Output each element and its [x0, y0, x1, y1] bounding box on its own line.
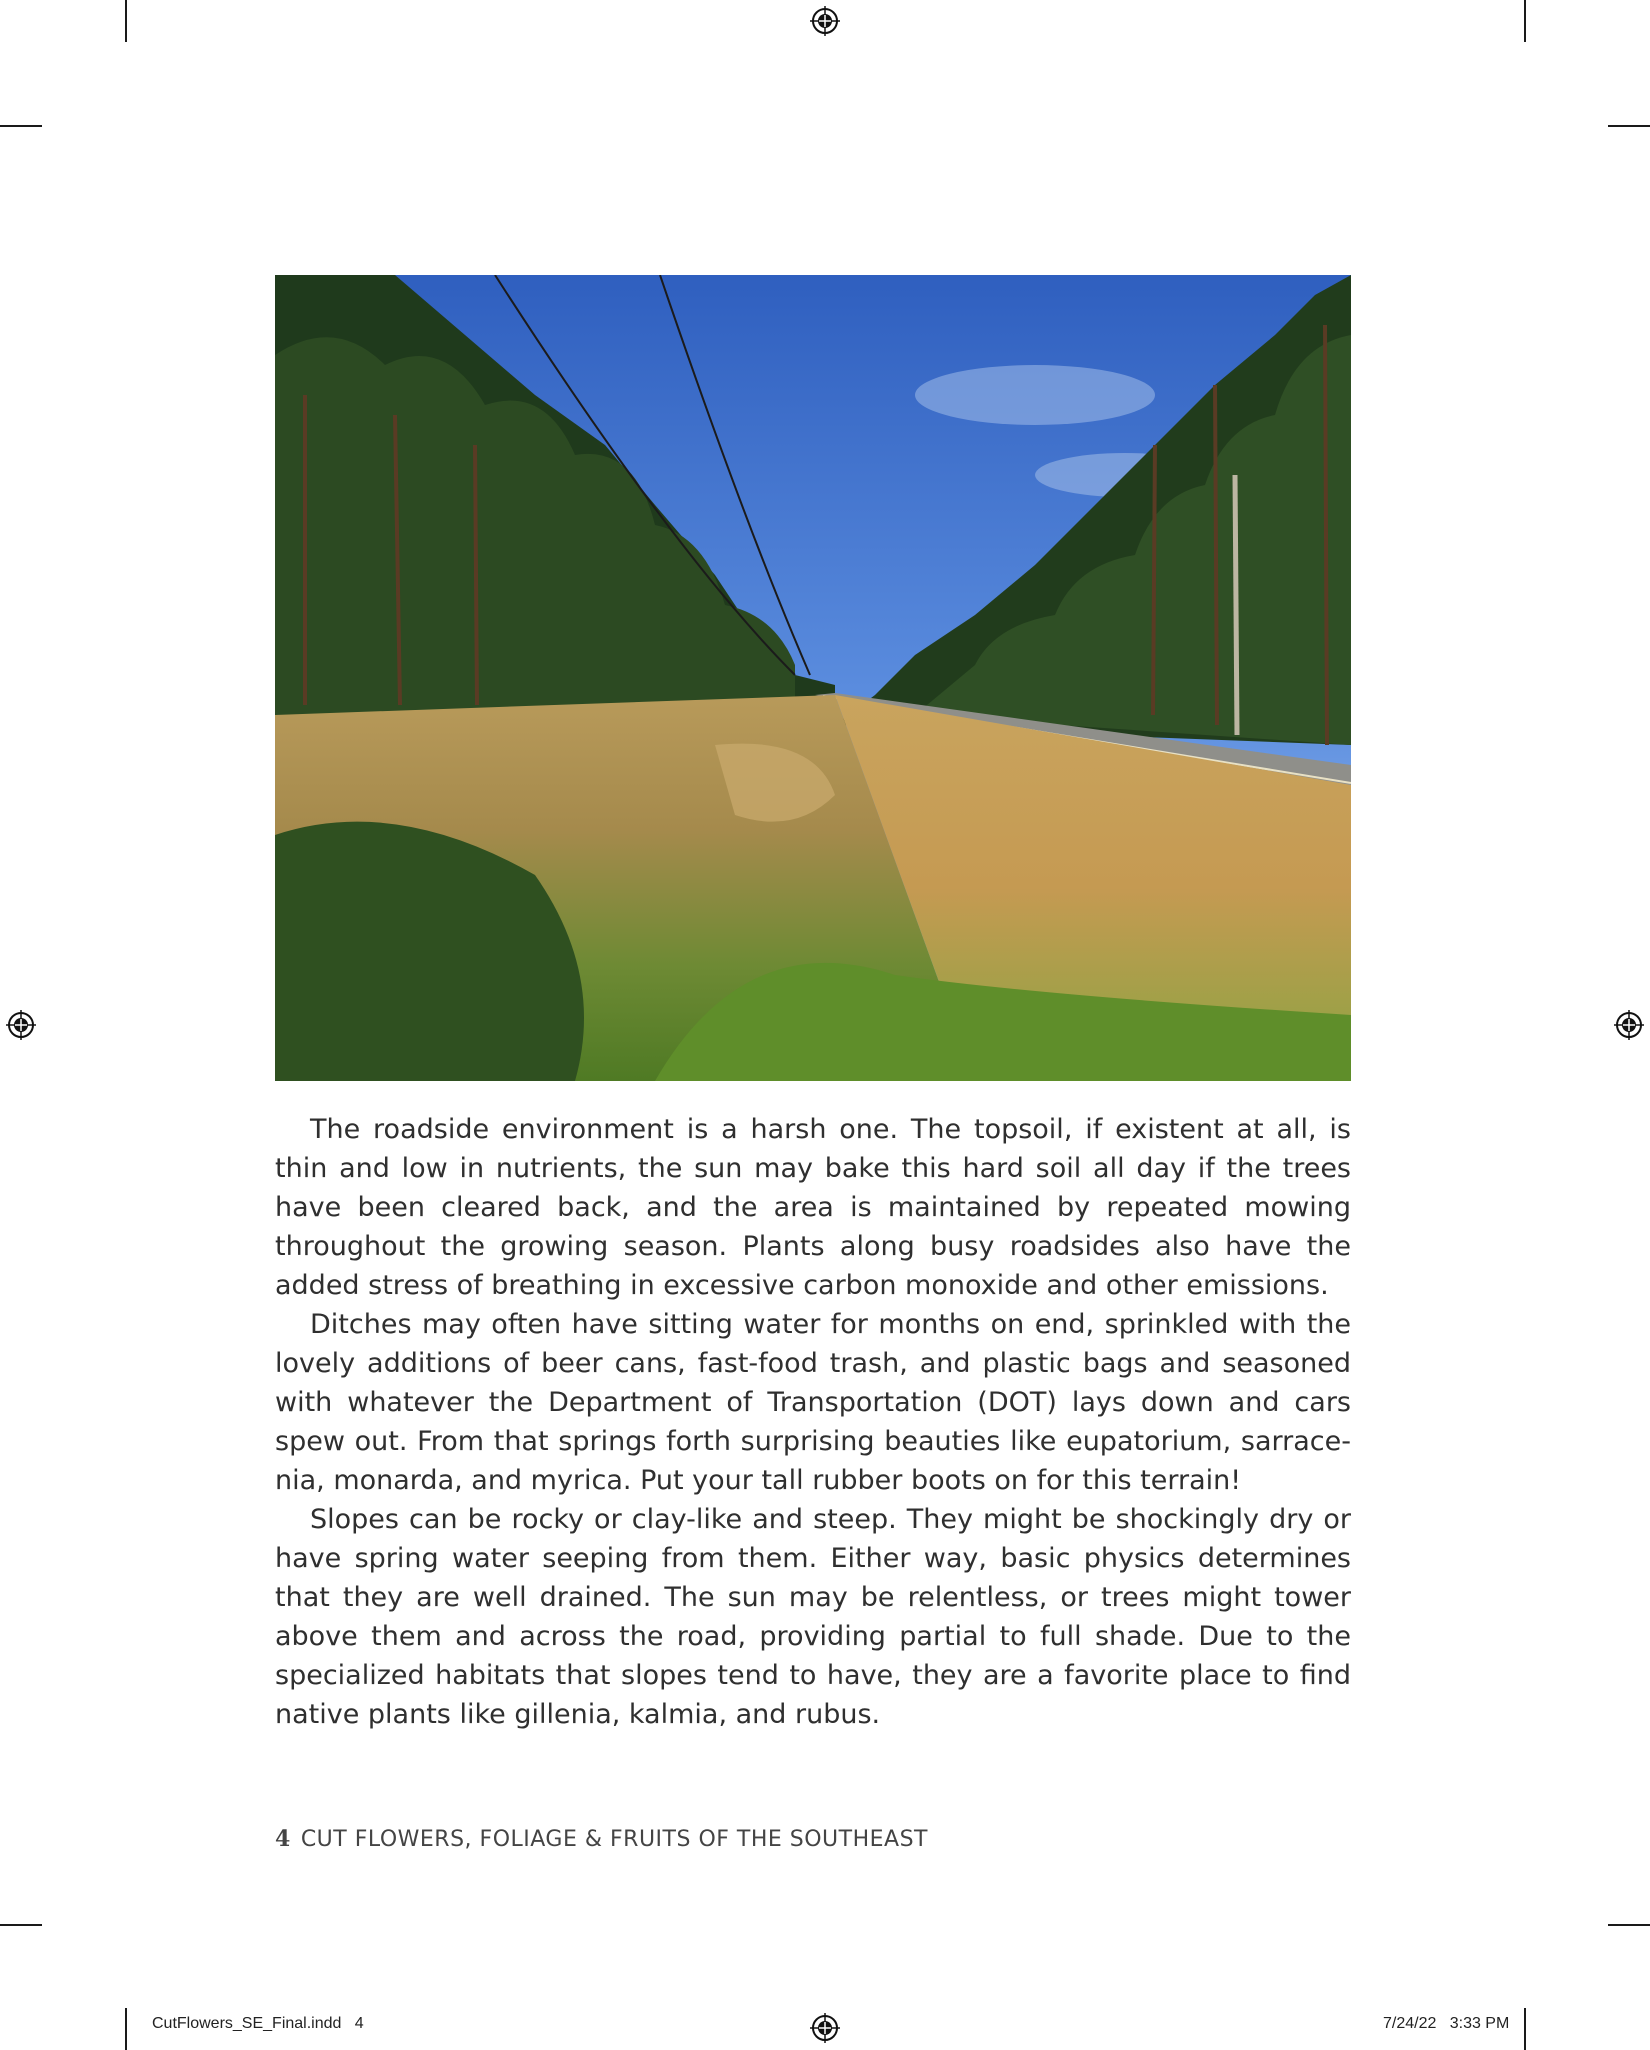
registration-mark-right-icon: [1614, 1010, 1644, 1040]
page-number: 4: [275, 1826, 291, 1852]
roadside-landscape-photo: [275, 275, 1351, 1081]
paragraph-roadside: The roadside environment is a harsh one. The topsoil, if existent at all, is thin and low in nutrients, the sun may bake this hard soil all day if the trees have been cleared back, and the area is maintained by repeated mowing throughout the growing season. Plants along busy roadsides also have the added stress of breathing in excessive carbon monoxide and other emissions.: [275, 1114, 1351, 1301]
crop-mark-left-bottom: [0, 1924, 42, 1926]
running-title: CUT FLOWERS, FOLIAGE & FRUITS OF THE SOUTHEAST: [300, 1827, 928, 1852]
paragraph-ditches: Ditches may often have sitting water for months on end, sprinkled with the lovely additions of beer cans, fast-food trash, and plastic bags and seasoned with whatever the Department of Transportation (DOT) lays down and cars spew out. From that springs forth surprising beauties like eupatorium, sarracenia, monarda, and myrica. Put your tall rubber boots on for this terrain!: [275, 1309, 1351, 1496]
registration-mark-top-icon: [810, 6, 840, 36]
crop-mark-left-top: [0, 125, 42, 127]
crop-mark-right-top: [1608, 125, 1650, 127]
crop-mark-bottom-right: [1524, 2008, 1526, 2050]
slug-datetime: 7/24/22 3:33 PM: [1383, 2015, 1510, 2032]
crop-mark-right-bottom: [1608, 1924, 1650, 1926]
crop-mark-top-right: [1524, 0, 1526, 42]
crop-mark-bottom-left: [125, 2008, 127, 2050]
paragraph-slopes: Slopes can be rocky or clay-like and steep. They might be shockingly dry or have spring water seeping from them. Either way, basic physics determines that they are well drained. The sun may be relentless, or trees might tower above them and across the road, providing partial to full shade. Due to the specialized habitats that slopes tend to have, they are a favorite place to find native plants like gillenia, kalmia, and rubus.: [275, 1504, 1351, 1730]
slug-filename: CutFlowers_SE_Final.indd 4: [152, 2015, 364, 2032]
running-footer: [275, 1826, 928, 1852]
crop-mark-top-left: [125, 0, 127, 42]
registration-mark-left-icon: [6, 1010, 36, 1040]
body-text: [275, 1110, 1351, 1734]
registration-mark-bottom-icon: [810, 2013, 840, 2043]
